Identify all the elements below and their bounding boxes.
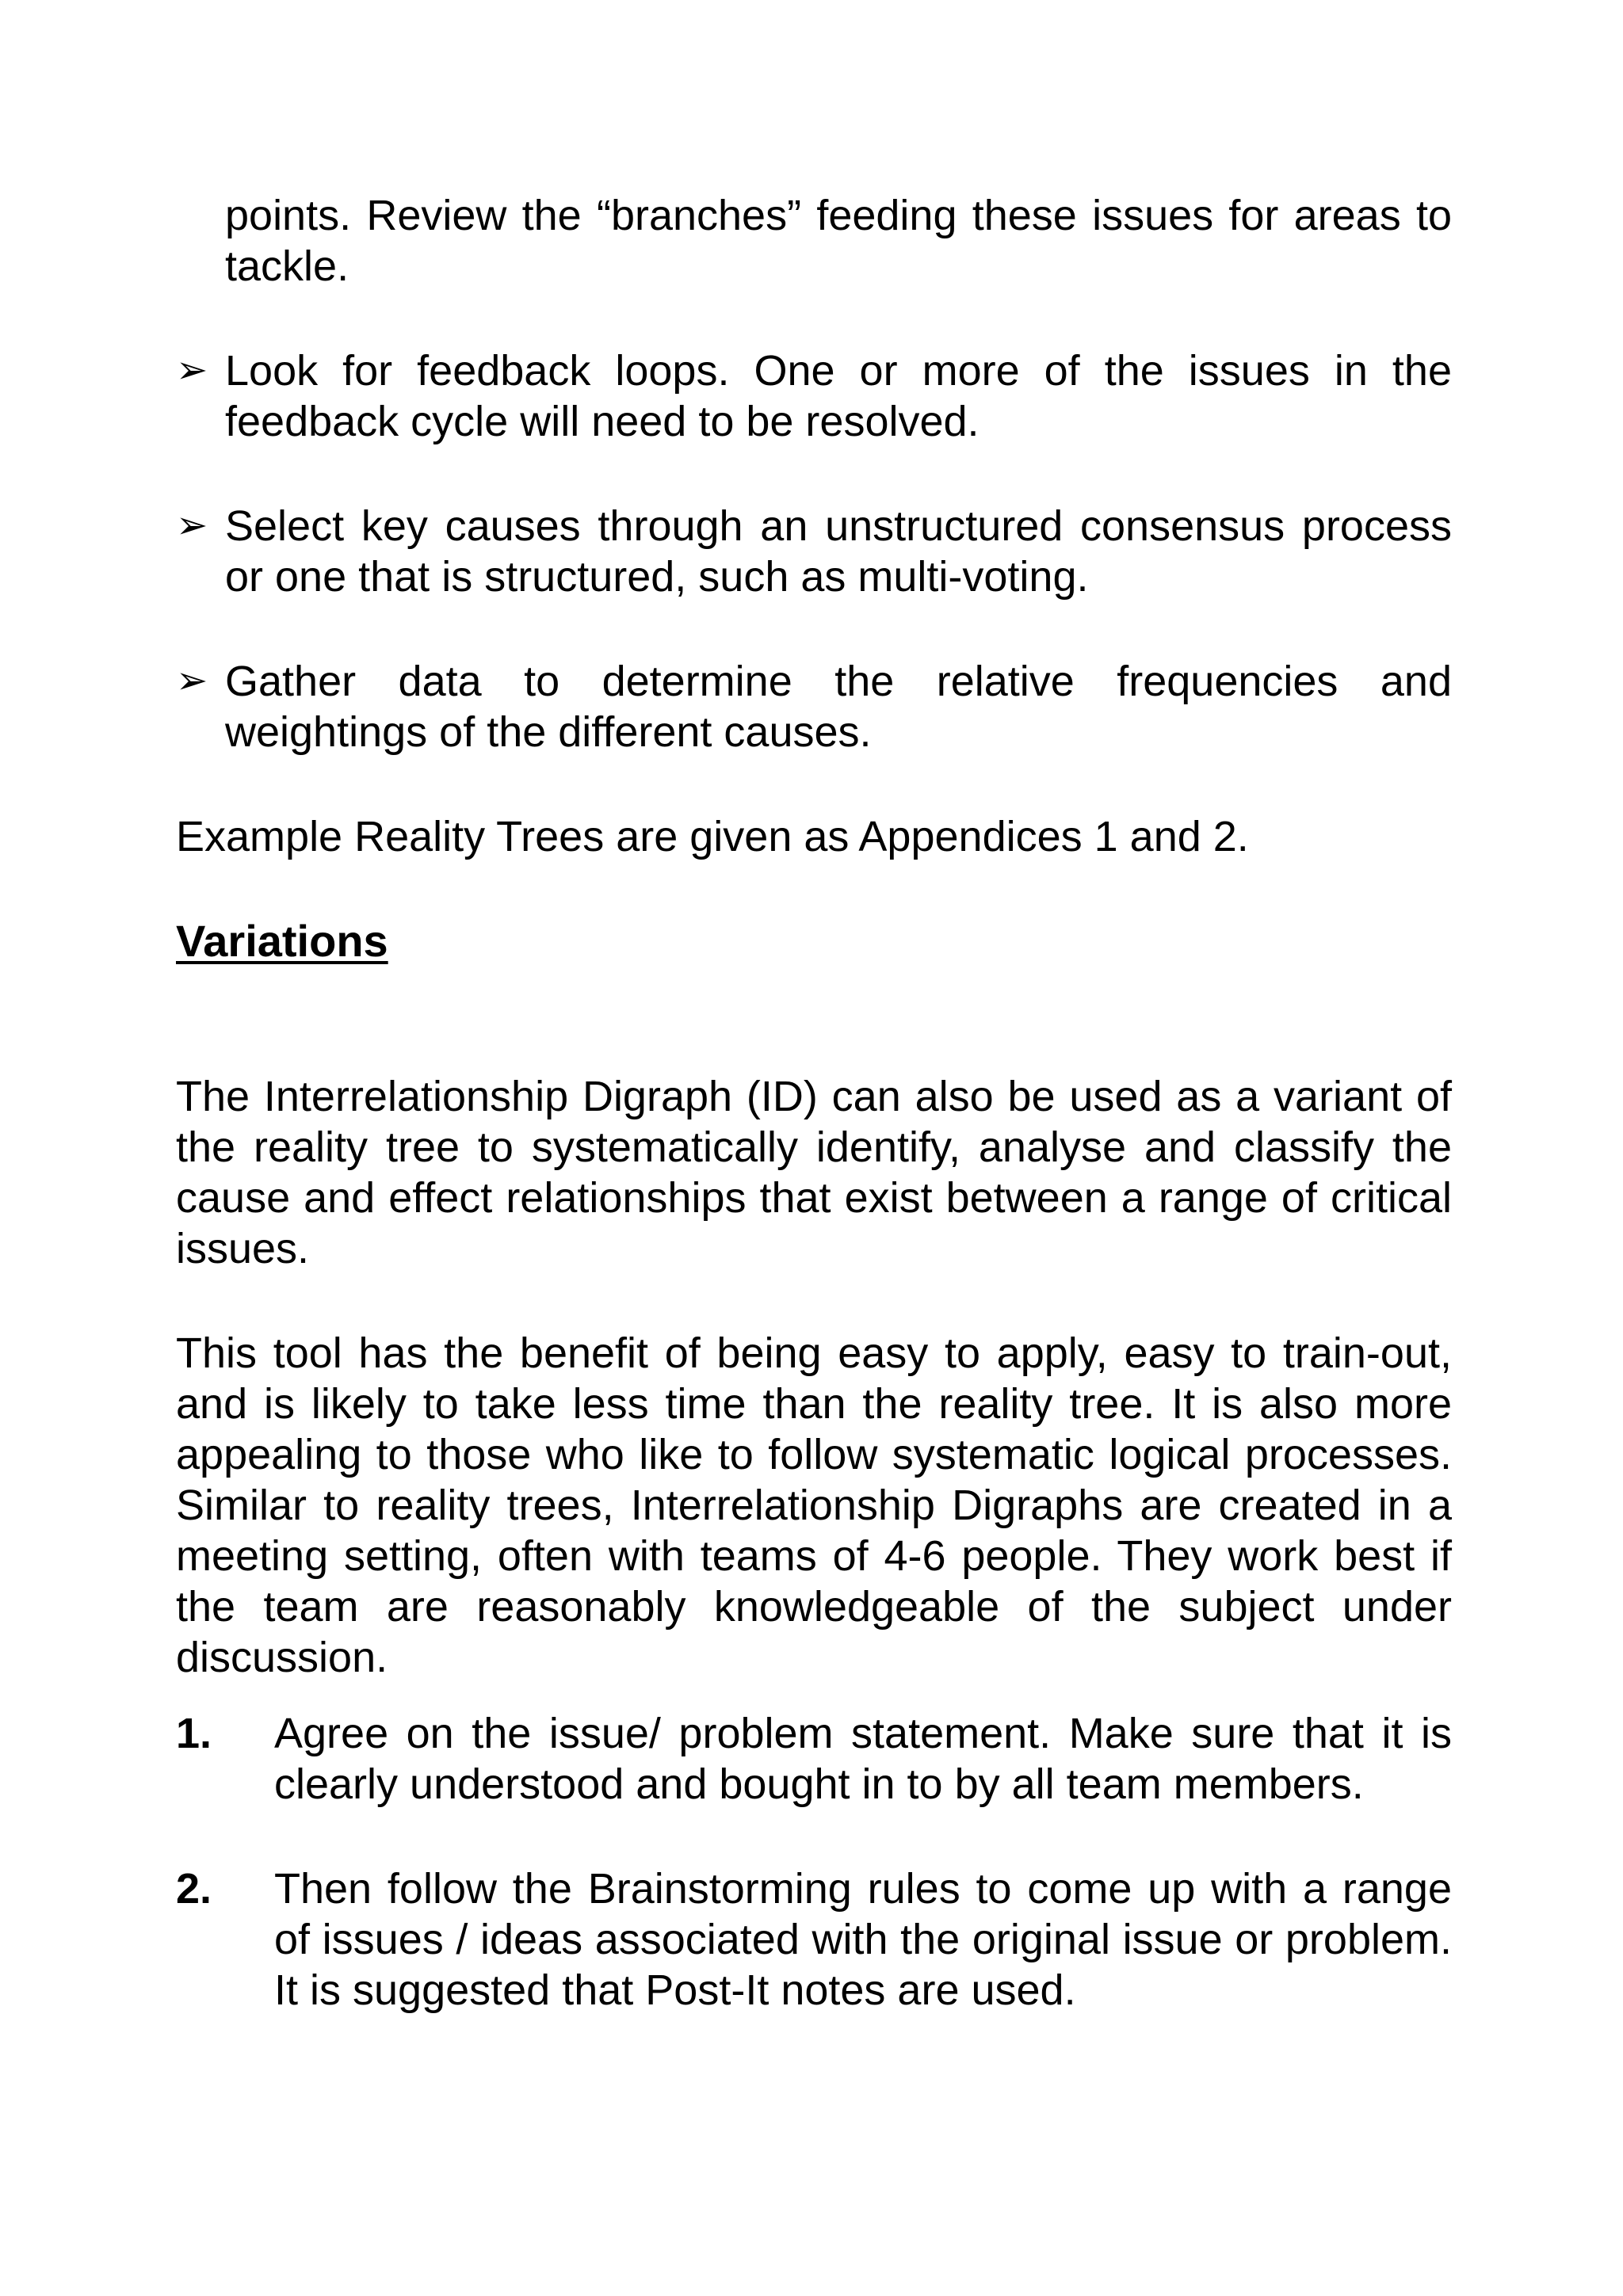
continued-bullet	[176, 190, 1452, 292]
step-number: 2.	[176, 1865, 212, 1913]
bullet-text: Gather data to determine the relative frequencies and weightings of the different causes.	[225, 658, 1452, 756]
step-text: Then follow the Brainstorming rules to come up with a range of issues / ideas associated with the original issue or problem. It is suggested that Post-It notes are used.	[274, 1865, 1452, 2014]
step-number: 1.	[176, 1710, 212, 1757]
arrow-bullet-icon: ➢	[176, 349, 208, 391]
page-content	[176, 190, 1452, 2016]
numbered-step	[176, 1863, 1452, 2016]
bullet-item	[176, 656, 1452, 757]
numbered-step	[176, 1708, 1452, 1810]
bullet-item	[176, 501, 1452, 602]
arrow-bullet-icon: ➢	[176, 660, 208, 702]
bullet-item	[176, 345, 1452, 447]
bullet-text: Select key causes through an unstructured consensus process or one that is structured, such as multi-voting.	[225, 502, 1452, 601]
bullet-text: Look for feedback loops. One or more of the issues in the feedback cycle will need to be resolved.	[225, 347, 1452, 445]
body-paragraph: The Interrelationship Digraph (ID) can also be used as a variant of the reality tree to systematically identify, analyse and classify the cause and effect relationships that exist between a range of critical issues.	[176, 1073, 1452, 1272]
section-heading: Variations	[176, 916, 388, 966]
continued-bullet-text: points. Review the “branches” feeding these issues for areas to tackle.	[225, 192, 1452, 290]
body-paragraph: This tool has the benefit of being easy to apply, easy to train-out, and is likely to take less time than the reality tree. It is also more appealing to those who like to follow systematic logical processes. Similar to reality trees, Interrelationship Digraphs are created in a meeting setting, often with teams of 4-6 people. They work best if the team are reasonably knowledgeable of the subject under discussion.	[176, 1329, 1452, 1681]
arrow-bullet-icon: ➢	[176, 505, 208, 547]
step-text: Agree on the issue/ problem statement. Make sure that it is clearly understood and bought in to by all team members.	[274, 1710, 1452, 1808]
example-note: Example Reality Trees are given as Appendices 1 and 2.	[176, 813, 1249, 860]
